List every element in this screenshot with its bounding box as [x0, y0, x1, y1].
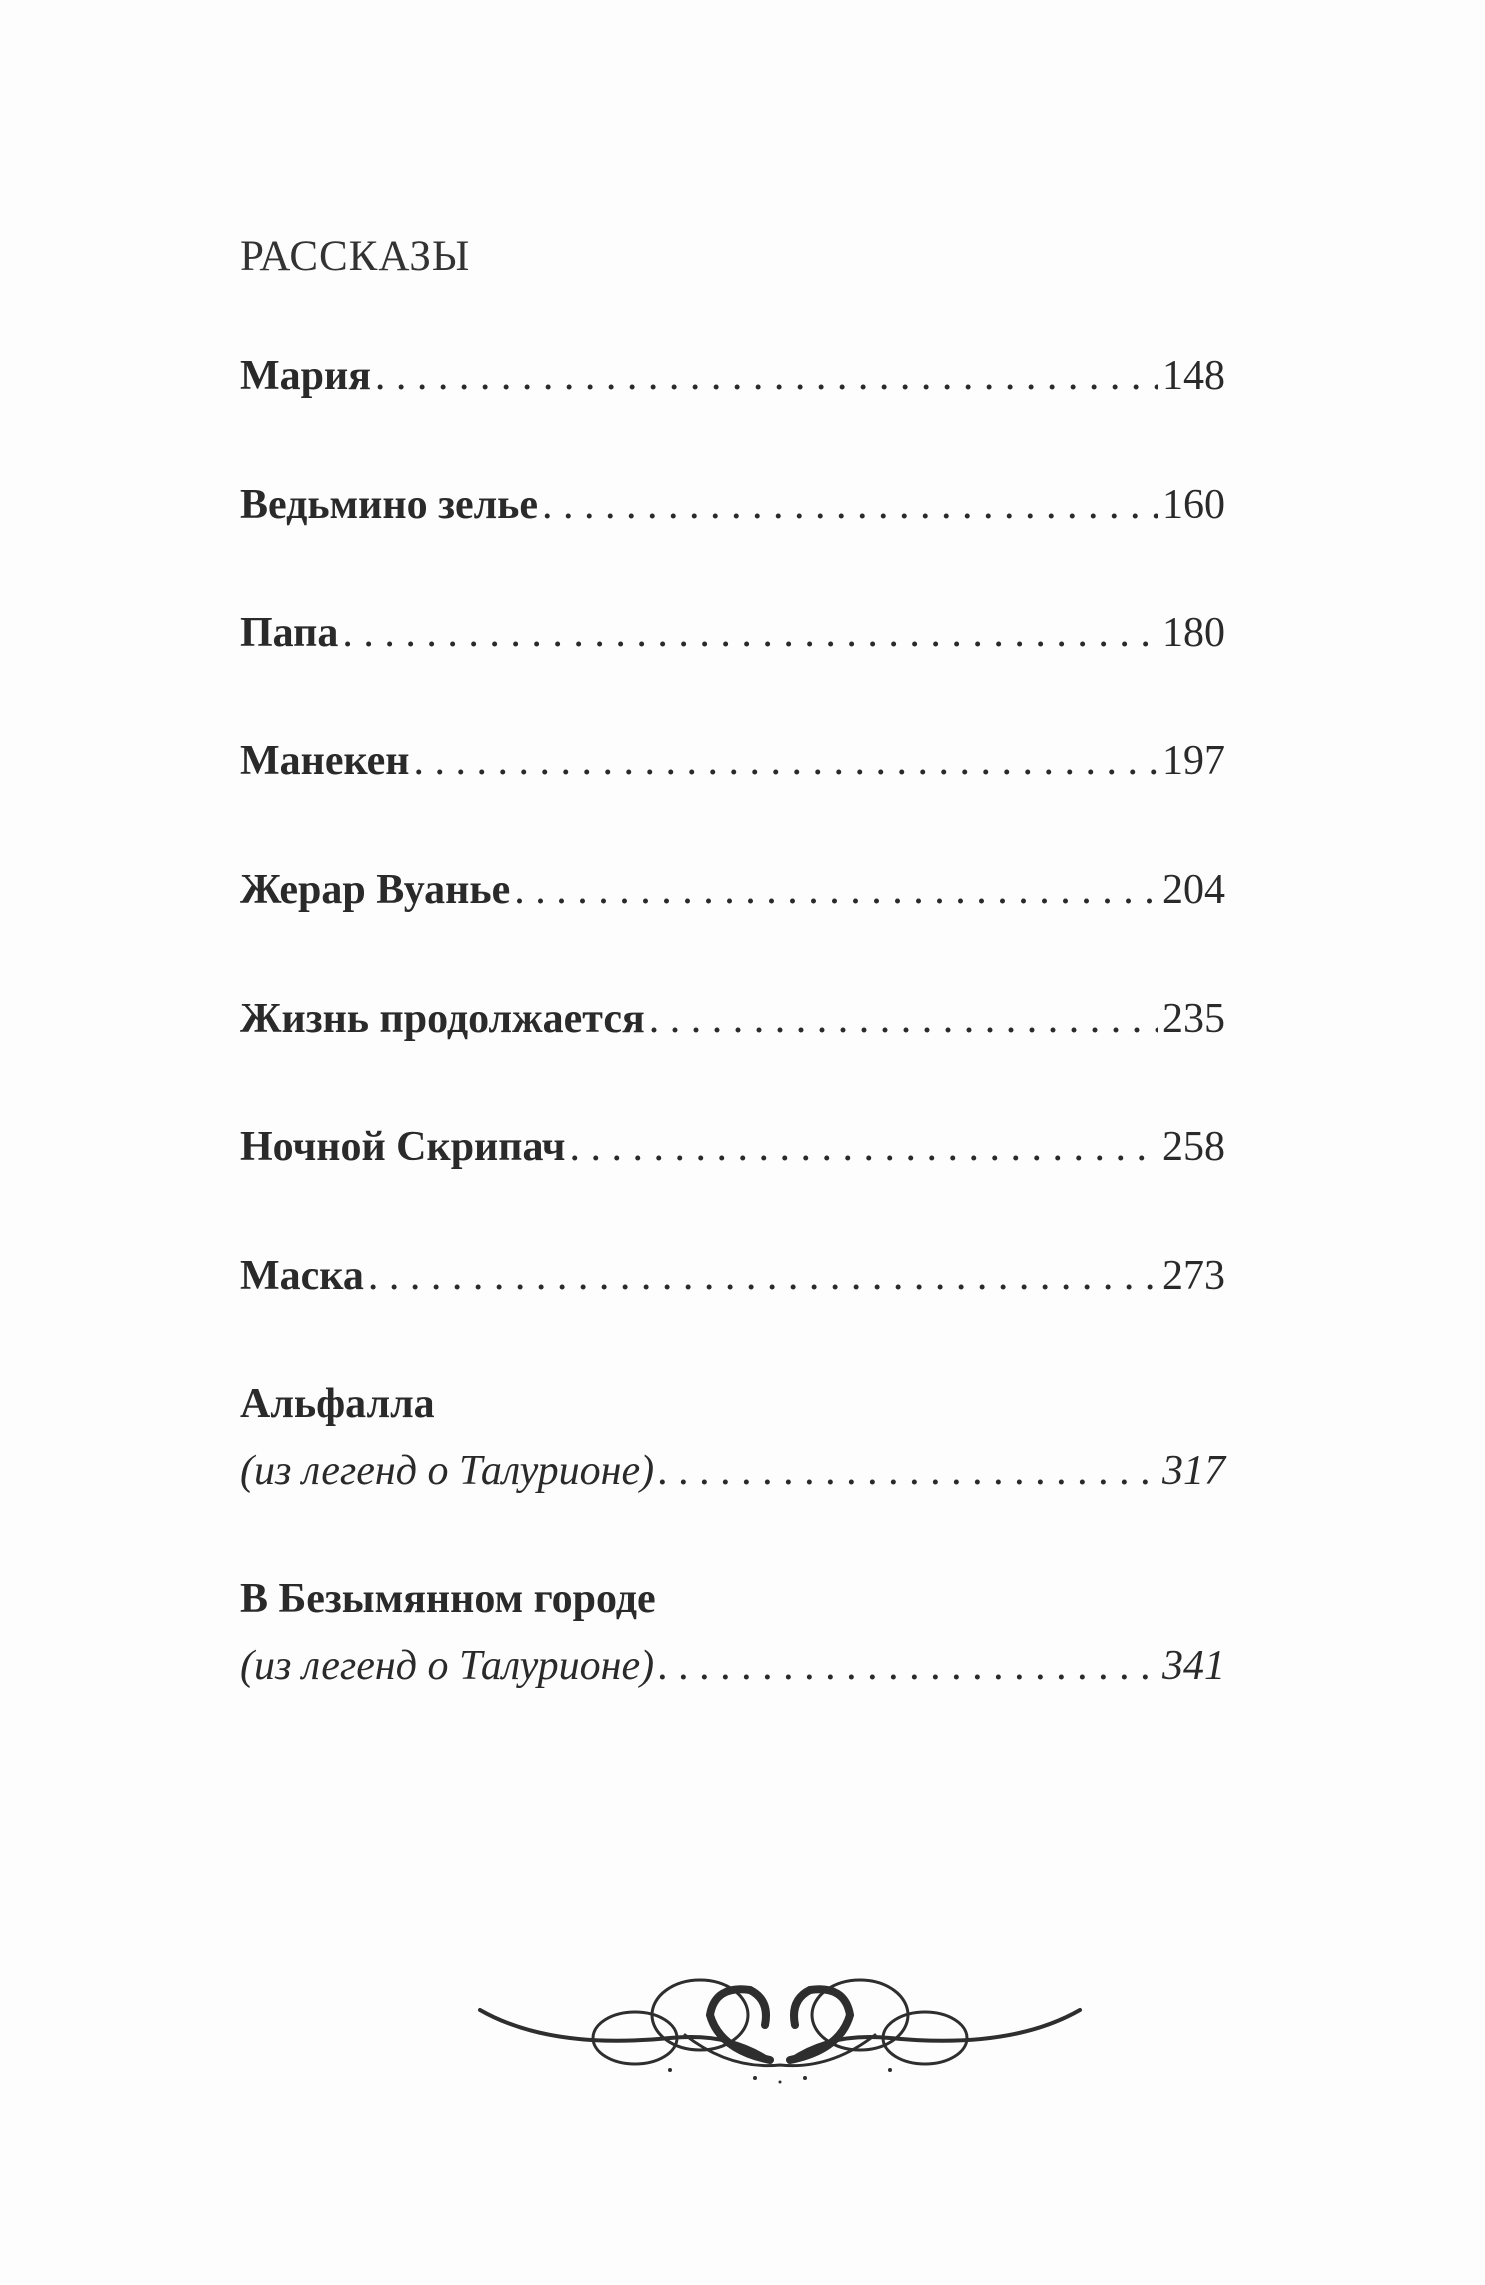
entry-page: 273	[1162, 1253, 1225, 1299]
dot-leader	[342, 609, 1158, 657]
entry-page: 204	[1162, 867, 1225, 913]
flourish-ornament-icon	[470, 1960, 1090, 2090]
toc-entry[interactable]	[240, 1642, 1225, 1690]
entry-title[interactable]: В Безымянном городе	[240, 1576, 656, 1622]
entry-title: Маска	[240, 1253, 364, 1299]
entry-page: 148	[1162, 353, 1225, 399]
entry-title: Жерар Вуанье	[240, 867, 511, 913]
toc-entry[interactable]	[240, 609, 1225, 657]
section-heading: РАССКАЗЫ	[240, 233, 471, 280]
entry-title: Манекен	[240, 738, 410, 784]
entry-title: Мария	[240, 353, 371, 399]
entry-page: 160	[1162, 482, 1225, 528]
toc-entry[interactable]	[240, 1252, 1225, 1300]
toc-entry[interactable]	[240, 1123, 1225, 1171]
dot-leader	[542, 481, 1158, 529]
toc-entry[interactable]	[240, 1447, 1225, 1495]
toc-entry[interactable]	[240, 481, 1225, 529]
entry-title[interactable]: Альфалла	[240, 1381, 435, 1427]
toc-entry[interactable]	[240, 866, 1225, 914]
dot-leader	[375, 352, 1158, 400]
entry-title: Ведьмино зелье	[240, 482, 538, 528]
toc-entry[interactable]	[240, 737, 1225, 785]
dot-leader	[649, 995, 1158, 1043]
entry-subtitle: (из легенд о Талурионе)	[240, 1643, 655, 1689]
entry-page: 258	[1162, 1124, 1225, 1170]
entry-subtitle: (из легенд о Талурионе)	[240, 1448, 655, 1494]
entry-page: 197	[1162, 738, 1225, 784]
entry-title: Ночной Скрипач	[240, 1124, 566, 1170]
toc-entry[interactable]	[240, 352, 1225, 400]
toc-entry[interactable]	[240, 995, 1225, 1043]
entry-page: 180	[1162, 610, 1225, 656]
entry-title: Папа	[240, 610, 339, 656]
dot-leader	[569, 1123, 1158, 1171]
dot-leader	[413, 737, 1158, 785]
dot-leader	[658, 1642, 1158, 1690]
entry-title: Жизнь продолжается	[240, 996, 645, 1042]
dot-leader	[514, 866, 1158, 914]
dot-leader	[658, 1447, 1158, 1495]
entry-page: 341	[1162, 1643, 1225, 1689]
entry-page: 317	[1162, 1448, 1225, 1494]
dot-leader	[368, 1252, 1158, 1300]
entry-page: 235	[1162, 996, 1225, 1042]
